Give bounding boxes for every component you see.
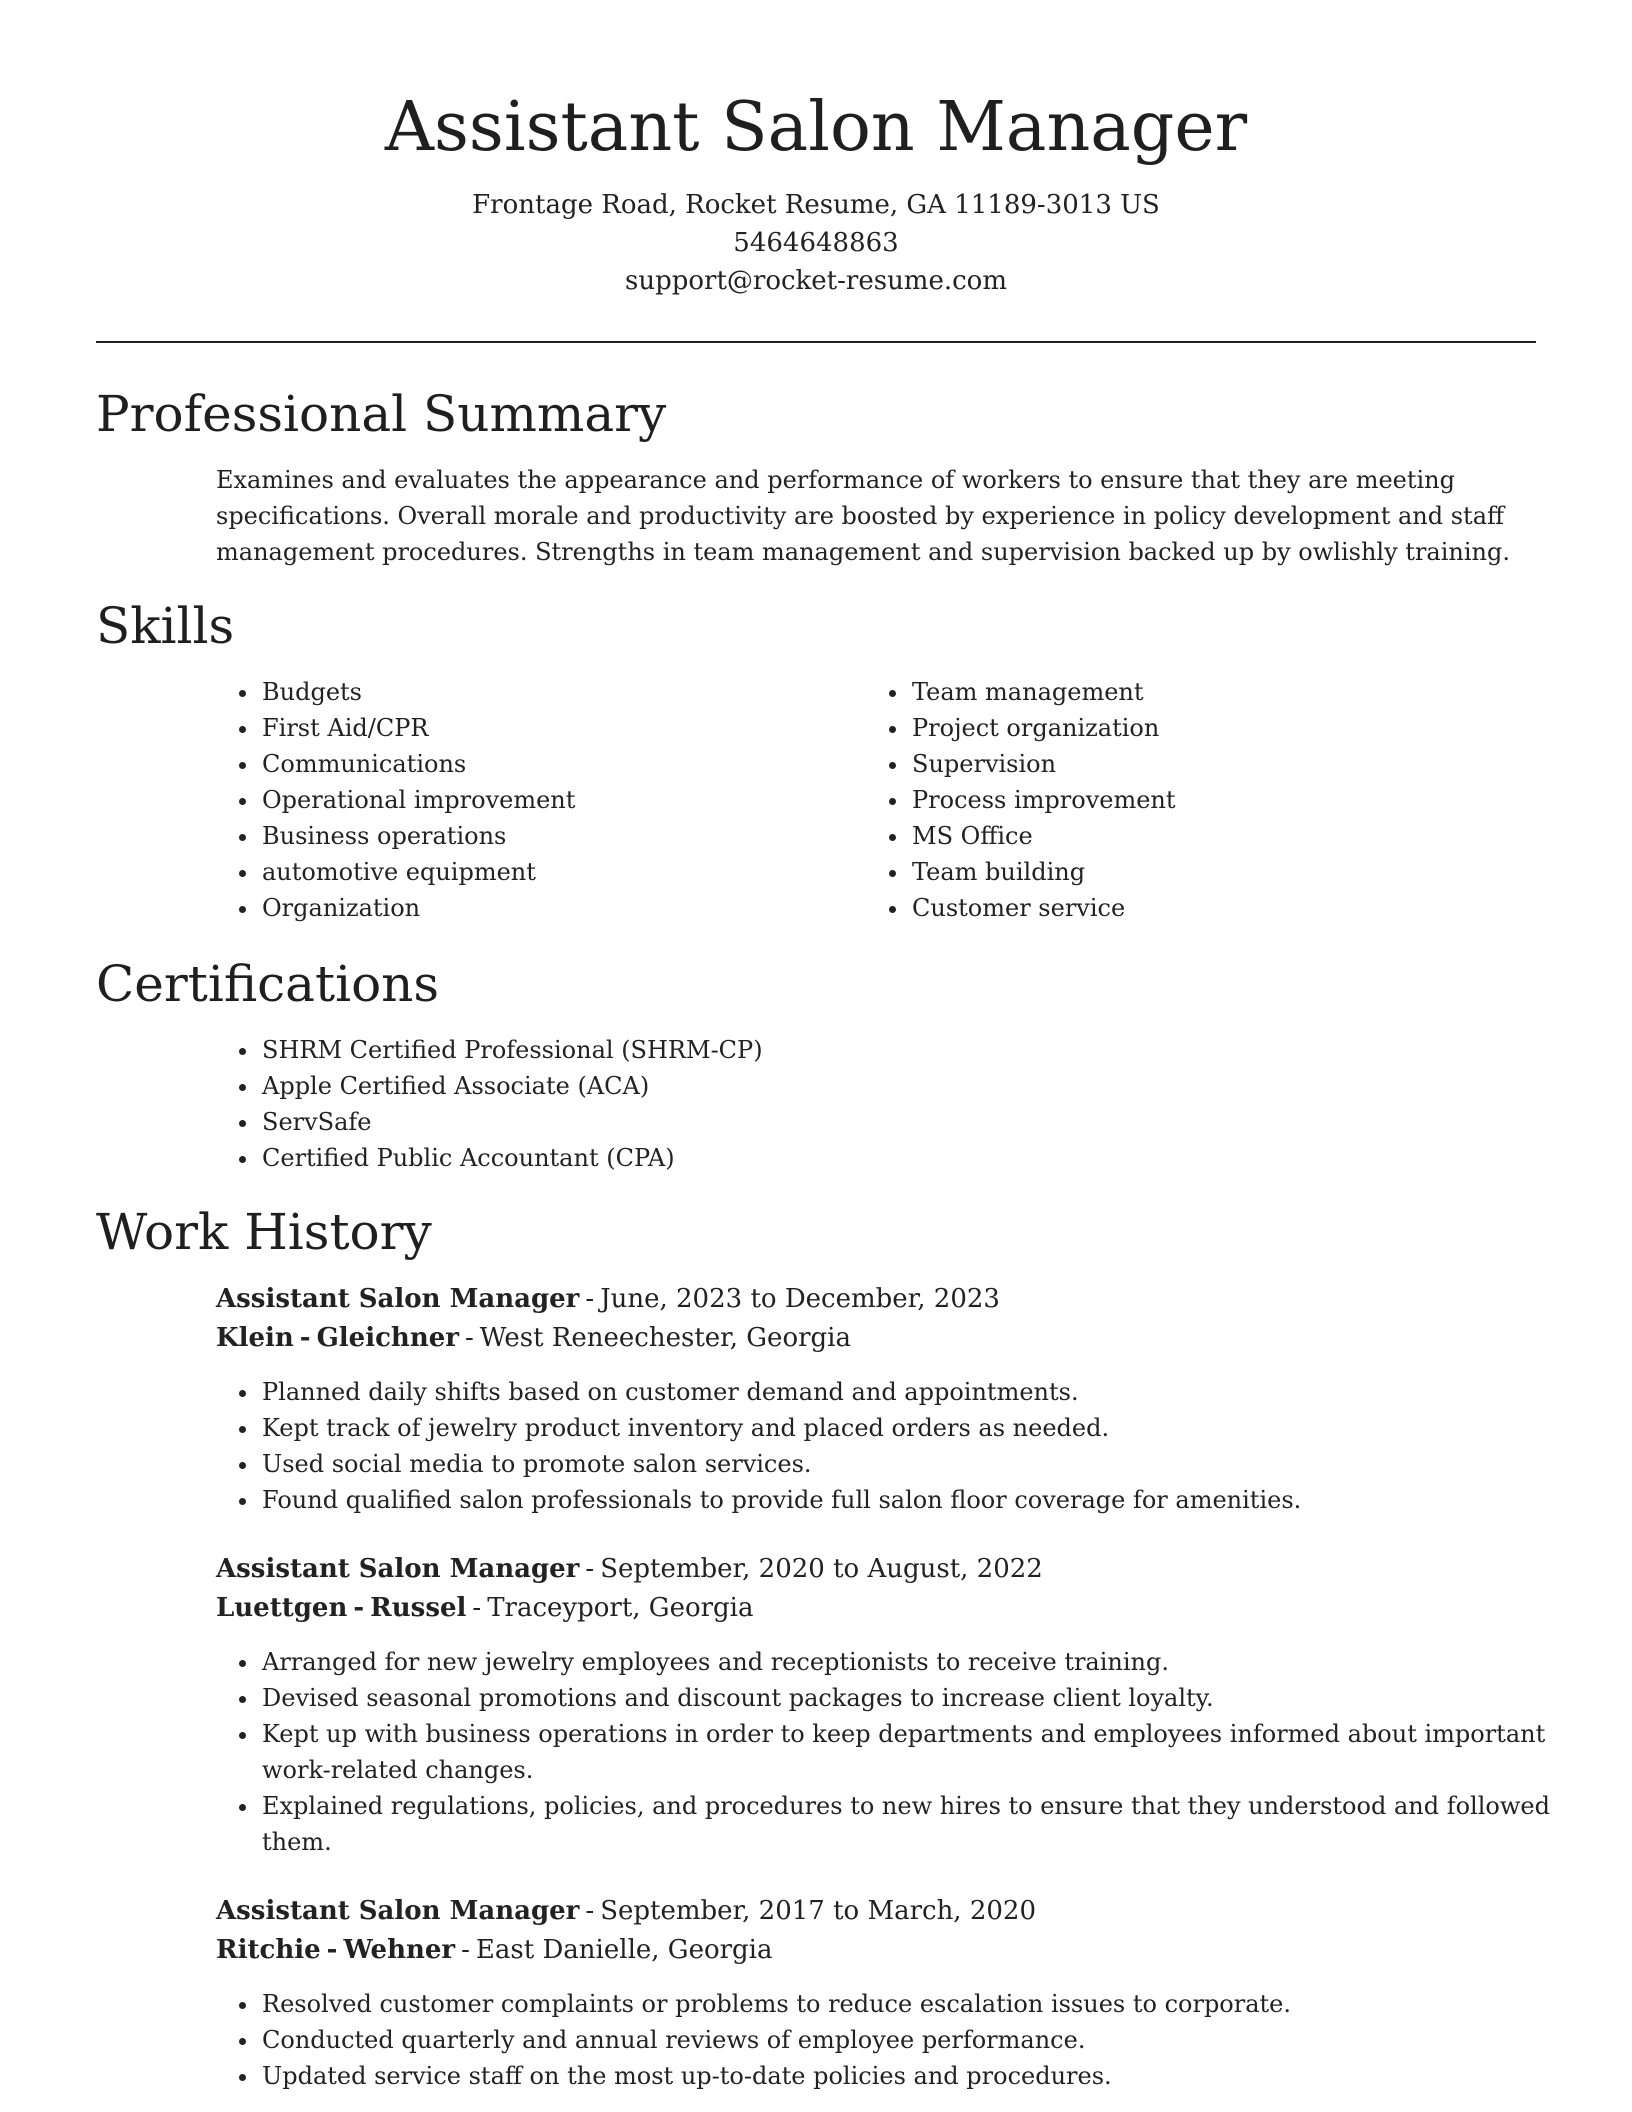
list-item: • Project organization [910,710,1510,746]
contact-info [0,186,1632,300]
job-bullets [216,1374,1560,1518]
list-item: • Found qualified salon professionals to provide full salon floor coverage for amenities. [260,1482,1560,1518]
list-item: • Supervision [910,746,1510,782]
job-title-line: Assistant Salon Manager - September, 2017 to March, 2020 [216,1896,1037,1926]
list-item: • Resolved customer complaints or problems to reduce escalation issues to corporate. [260,1986,1560,2022]
list-item: • Updated service staff on the most up-to-date policies and procedures. [260,2058,1560,2094]
list-item: • SHRM Certified Professional (SHRM-CP) [260,1032,1560,1068]
job-company-b: Gleichner [316,1323,459,1353]
contact-address: Frontage Road, Rocket Resume, GA 11189-3013 US [472,190,1160,220]
job-bullets [216,1986,1560,2094]
job-company-b: Wehner [343,1935,456,1965]
list-item: • automotive equipment [260,854,860,890]
job-company-b: Russel [370,1593,467,1623]
list-item: • Arranged for new jewelry employees and receptionists to receive training. [260,1644,1580,1680]
job-company-line: Klein - Gleichner - West Reneechester, Georgia [216,1323,851,1353]
skills-list-right [866,674,1510,926]
skills-list-left [216,674,860,926]
list-item: • Team building [910,854,1510,890]
list-item: • Used social media to promote salon services. [260,1446,1560,1482]
job-title-line: Assistant Salon Manager - June, 2023 to December, 2023 [216,1284,1000,1314]
job-role: Assistant Salon Manager [216,1284,580,1314]
list-item: • Organization [260,890,860,926]
summary-text: Examines and evaluates the appearance and performance of workers to ensure that they are meeting specifications. Overall morale and productivity are boosted by experience in policy development and staff management procedures. Strengths in team management and supervision backed up by owlishly training. [216,466,1510,566]
list-item: • Business operations [260,818,860,854]
job-role: Assistant Salon Manager [216,1896,580,1926]
job-title-line: Assistant Salon Manager - September, 2020 to August, 2022 [216,1554,1043,1584]
resume-header [0,0,1632,300]
list-item: • Certified Public Accountant (CPA) [260,1140,1560,1176]
job-company-line: Luettgen - Russel - Traceyport, Georgia [216,1593,754,1623]
list-item: • Budgets [260,674,860,710]
list-item: • Apple Certified Associate (ACA) [260,1068,1560,1104]
job-company-a: Luettgen [216,1593,348,1623]
list-item: • Planned daily shifts based on customer demand and appointments. [260,1374,1560,1410]
list-item: • MS Office [910,818,1510,854]
job-role: Assistant Salon Manager [216,1554,580,1584]
list-item: • Conducted quarterly and annual reviews of employee performance. [260,2022,1560,2058]
job-dates: September, 2020 to August, 2022 [600,1554,1043,1584]
list-item: • Kept up with business operations in order to keep departments and employees informed about important work-related changes. [260,1716,1580,1788]
list-item: • Customer service [910,890,1510,926]
section-title-skills: Skills [96,597,235,655]
list-item: • Devised seasonal promotions and discount packages to increase client loyalty. [260,1680,1580,1716]
list-item: • Kept track of jewelry product inventory and placed orders as needed. [260,1410,1560,1446]
list-item: • Operational improvement [260,782,860,818]
list-item: • First Aid/CPR [260,710,860,746]
header-divider [96,341,1536,343]
job-dates: June, 2023 to December, 2023 [600,1284,1000,1314]
section-title-summary: Professional Summary [96,385,667,443]
job-company-a: Klein [216,1323,294,1353]
section-title-certifications: Certifications [96,955,440,1013]
candidate-name: Assistant Salon Manager [384,88,1248,167]
contact-phone: 5464648863 [733,228,899,258]
list-item: • Process improvement [910,782,1510,818]
contact-email: support@rocket-resume.com [624,266,1007,296]
job-location: West Reneechester, Georgia [479,1323,851,1353]
job-location: East Danielle, Georgia [475,1935,773,1965]
certifications-list [216,1032,1560,1176]
section-title-work-history: Work History [96,1203,432,1261]
list-item: • Team management [910,674,1510,710]
job-location: Traceyport, Georgia [487,1593,754,1623]
list-item: • ServSafe [260,1104,1560,1140]
job-bullets [216,1644,1580,1860]
list-item: • Explained regulations, policies, and procedures to new hires to ensure that they understood and followed them. [260,1788,1580,1860]
job-company-line: Ritchie - Wehner - East Danielle, Georgia [216,1935,773,1965]
job-company-a: Ritchie [216,1935,321,1965]
job-dates: September, 2017 to March, 2020 [600,1896,1037,1926]
list-item: • Communications [260,746,860,782]
